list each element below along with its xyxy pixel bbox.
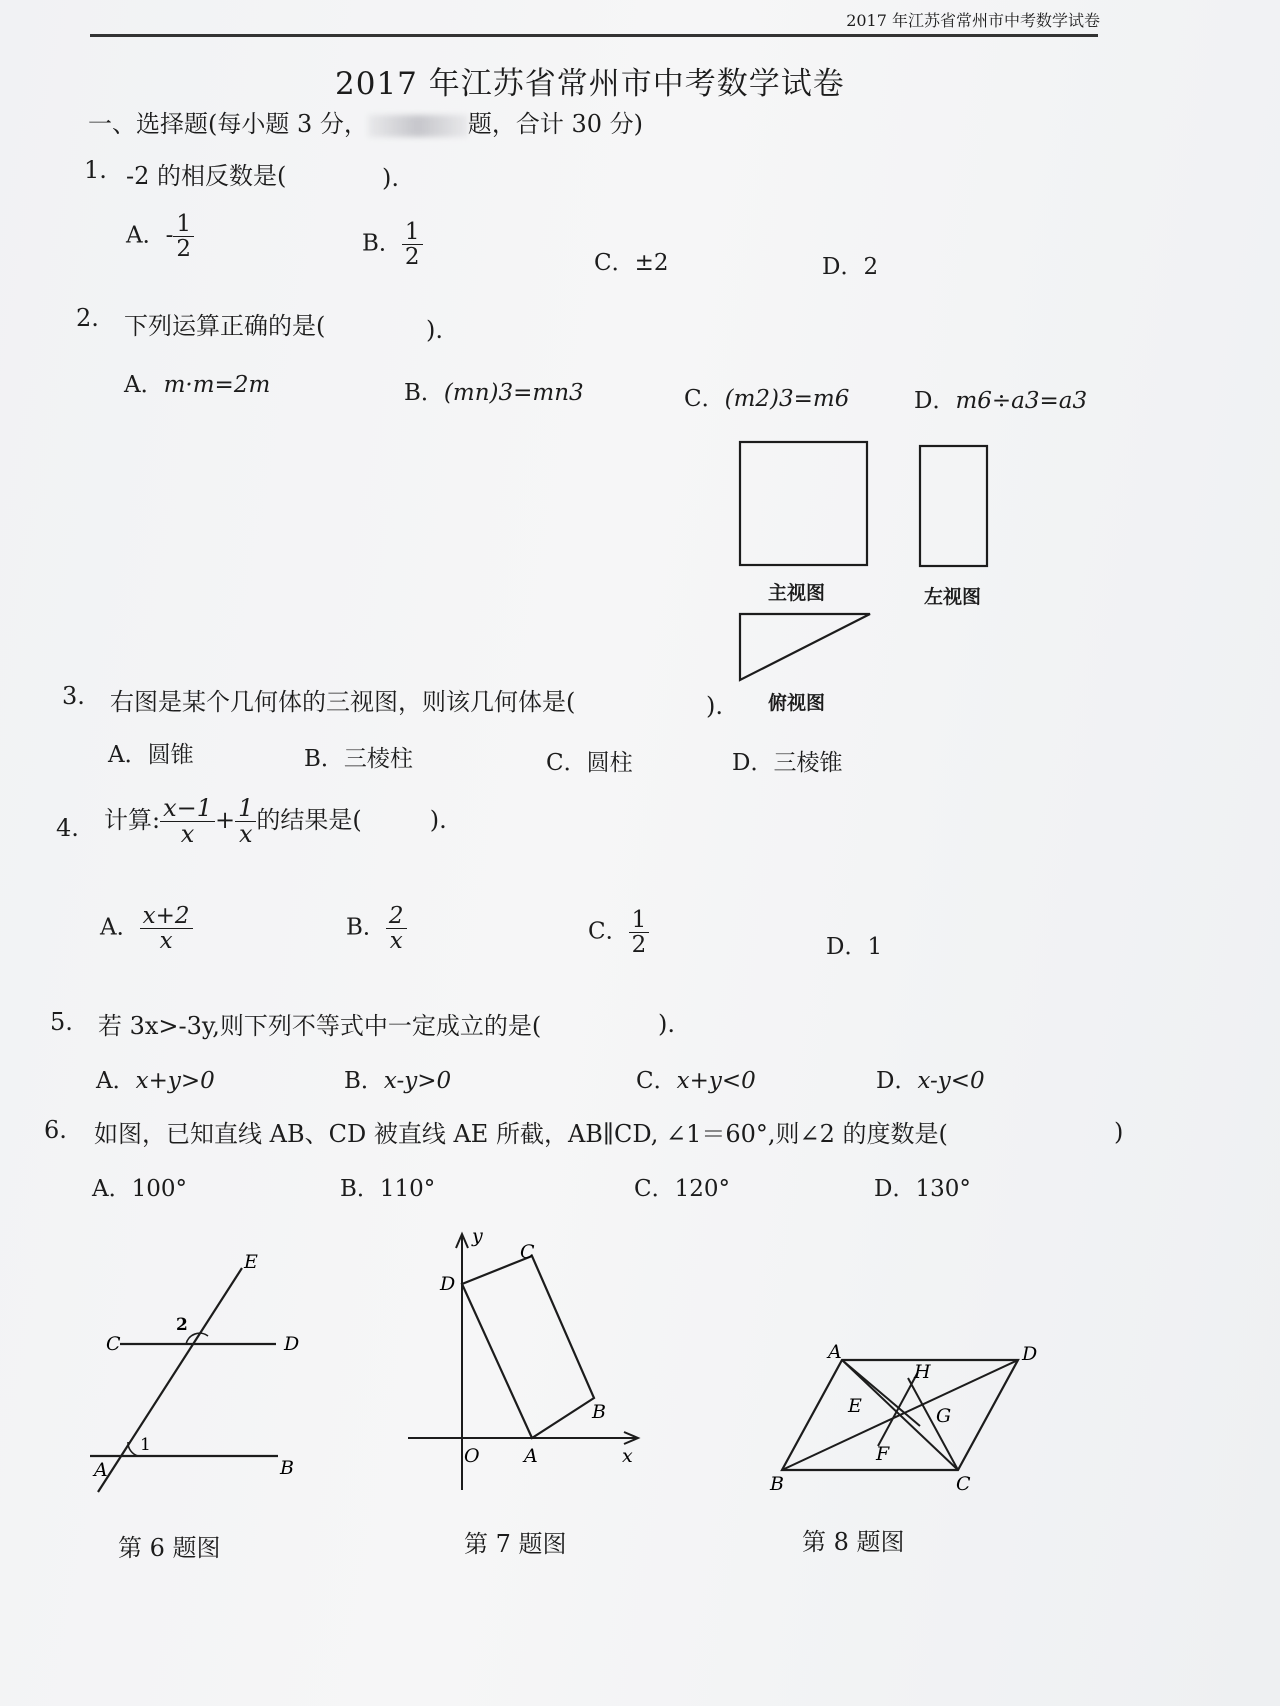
question-3-close: ). — [706, 692, 723, 720]
label-e: E — [244, 1251, 258, 1273]
header-rule — [90, 34, 1098, 37]
option-text: 2 — [863, 254, 879, 280]
option-label: C． — [588, 918, 629, 945]
question-3-stem: 右图是某个几何体的三视图，则该几何体是( — [110, 688, 576, 716]
label-d: D — [284, 1333, 300, 1355]
rectangle-abcd — [462, 1256, 594, 1438]
front-view-label: 主视图 — [768, 582, 826, 604]
question-4-stem — [104, 796, 447, 847]
option-text: x-y>0 — [383, 1068, 452, 1094]
option-text: 三棱锥 — [773, 750, 843, 776]
running-header: 2017 年江苏省常州市中考数学试卷 — [846, 11, 1100, 30]
question-1-number: 1. — [84, 156, 107, 184]
front-view-square — [740, 442, 867, 565]
question-4-number: 4. — [56, 814, 79, 842]
figure-8-caption: 第 8 题图 — [802, 1528, 905, 1556]
question-5-stem: 若 3x>-3y,则下列不等式中一定成立的是( — [98, 1012, 542, 1040]
question-2-close: ). — [426, 316, 443, 344]
denominator: x — [159, 928, 173, 955]
option-text: 100° — [131, 1176, 188, 1202]
option-text: 110° — [379, 1176, 436, 1202]
denominator: 2 — [404, 244, 420, 271]
line-ae — [98, 1268, 242, 1492]
figure-6-caption: 第 6 题图 — [118, 1534, 221, 1562]
q4-option-c[interactable] — [588, 908, 649, 957]
option-label: B． — [404, 380, 444, 406]
question-5-close: ). — [658, 1010, 675, 1038]
option-text: 1 — [867, 934, 883, 960]
fraction — [140, 904, 193, 953]
section-prefix: 一、选择题(每小题 3 分， — [88, 110, 368, 138]
denominator: x — [180, 820, 195, 849]
option-label: D． — [826, 934, 868, 960]
option-label: B． — [346, 914, 386, 941]
stem-suffix: 的结果是( — [256, 806, 362, 835]
option-label: B． — [340, 1176, 380, 1202]
label-a: A — [94, 1459, 108, 1481]
label-x: x — [622, 1445, 633, 1467]
option-label: D． — [914, 388, 956, 414]
blurred-region — [368, 115, 468, 137]
label-a: A — [828, 1341, 842, 1363]
label-o: O — [464, 1445, 480, 1467]
question-3-number: 3. — [62, 682, 85, 710]
option-label: A． — [126, 222, 166, 249]
q1-option-d[interactable] — [822, 248, 878, 281]
label-f: F — [876, 1443, 890, 1465]
question-4-close: ). — [429, 806, 447, 835]
numerator: x−1 — [160, 796, 215, 822]
denominator: 2 — [176, 236, 192, 263]
fraction-1 — [160, 796, 215, 847]
option-label: B． — [344, 1068, 384, 1094]
figure-8 — [760, 1330, 1060, 1500]
option-label: D． — [732, 750, 774, 776]
top-view-label: 俯视图 — [768, 692, 826, 714]
section-suffix: 题，合计 30 分) — [467, 110, 644, 138]
fraction — [173, 212, 194, 261]
option-label: C． — [594, 250, 635, 276]
option-label: D． — [876, 1068, 918, 1094]
option-text: ±2 — [634, 250, 669, 276]
q5-option-d[interactable] — [876, 1062, 985, 1095]
question-5-number: 5. — [50, 1008, 73, 1036]
option-text: 圆柱 — [586, 750, 633, 776]
denominator: 2 — [631, 932, 647, 959]
q3-option-d[interactable] — [732, 744, 842, 777]
option-text: x+y>0 — [135, 1068, 215, 1094]
option-text: 三棱柱 — [343, 746, 413, 772]
fraction — [629, 908, 650, 957]
numerator: 2 — [386, 904, 407, 929]
fraction — [402, 220, 423, 269]
question-2-number: 2. — [76, 304, 99, 332]
three-views-figure — [730, 430, 1000, 720]
option-text: 圆锥 — [147, 742, 194, 768]
option-text: x-y<0 — [917, 1068, 985, 1094]
label-1: 1 — [140, 1435, 151, 1455]
option-label: C． — [636, 1068, 677, 1094]
numerator: 1 — [235, 796, 256, 822]
question-6-stem: 如图，已知直线 AB、CD 被直线 AE 所截，AB∥CD, ∠1＝60°,则∠2 的度数是( — [94, 1120, 948, 1148]
q2-option-d[interactable] — [914, 382, 1087, 415]
q5-option-c[interactable] — [636, 1062, 756, 1095]
question-1-close: ). — [382, 164, 399, 192]
option-label: C． — [546, 750, 587, 776]
q6-option-a[interactable] — [92, 1170, 187, 1203]
label-b: B — [592, 1401, 606, 1423]
option-label: C． — [634, 1176, 675, 1202]
q5-option-a[interactable] — [96, 1062, 215, 1095]
denominator: x — [238, 820, 253, 849]
option-label: A． — [100, 914, 140, 941]
label-c: C — [520, 1241, 535, 1263]
figure-6 — [80, 1240, 330, 1500]
numerator: x+2 — [140, 904, 193, 929]
q3-option-a[interactable] — [108, 736, 194, 769]
section-heading — [88, 104, 643, 139]
option-label: A． — [92, 1176, 132, 1202]
label-b: B — [280, 1457, 294, 1479]
option-text: x+y<0 — [676, 1068, 756, 1094]
label-e: E — [848, 1395, 862, 1417]
stem-prefix: 计算: — [104, 806, 161, 835]
q4-option-d[interactable] — [826, 928, 882, 961]
q6-option-b[interactable] — [340, 1170, 435, 1203]
option-label: A． — [124, 372, 164, 398]
page-title: 2017 年江苏省常州市中考数学试卷 — [335, 66, 845, 102]
option-label: C． — [684, 386, 725, 412]
option-label: D． — [822, 254, 864, 280]
figure-7 — [400, 1222, 650, 1492]
question-6-close: ) — [1114, 1118, 1124, 1146]
q6-option-c[interactable] — [634, 1170, 730, 1203]
option-label: A． — [108, 742, 148, 768]
question-2-stem: 下列运算正确的是( — [124, 312, 326, 340]
option-text: 130° — [915, 1176, 971, 1202]
option-text: (m2)3=m6 — [724, 386, 850, 412]
q1-option-c[interactable] — [594, 244, 669, 277]
q6-option-d[interactable] — [874, 1170, 971, 1203]
option-label: B． — [304, 746, 344, 772]
q3-option-c[interactable] — [546, 744, 633, 777]
q2-option-b[interactable] — [404, 374, 584, 407]
numerator: 1 — [629, 908, 650, 933]
left-view-label: 左视图 — [924, 586, 982, 608]
q1-option-a[interactable] — [126, 212, 194, 261]
fraction-2 — [235, 796, 256, 847]
option-label: D． — [874, 1176, 916, 1202]
label-d: D — [440, 1273, 456, 1295]
option-label: B． — [362, 230, 402, 257]
fraction — [386, 904, 407, 953]
option-text: m6÷a3=a3 — [955, 388, 1088, 414]
top-view-triangle — [740, 614, 870, 680]
denominator: x — [389, 928, 403, 955]
plus-sign: + — [215, 806, 236, 835]
label-c: C — [106, 1333, 121, 1355]
label-g: G — [936, 1405, 952, 1427]
question-6-number: 6. — [44, 1116, 67, 1144]
label-y: y — [472, 1225, 483, 1247]
numerator: 1 — [402, 220, 423, 245]
label-b: B — [770, 1473, 784, 1495]
option-label: A． — [96, 1068, 136, 1094]
q3-option-b[interactable] — [304, 740, 413, 773]
label-a: A — [524, 1445, 538, 1467]
question-1-stem: -2 的相反数是( — [126, 162, 287, 190]
q4-option-b[interactable] — [346, 904, 407, 953]
label-2: 2 — [176, 1315, 188, 1335]
left-view-rectangle — [920, 446, 987, 566]
q5-option-b[interactable] — [344, 1062, 451, 1095]
figure-7-caption: 第 7 题图 — [464, 1530, 567, 1558]
label-d: D — [1022, 1343, 1038, 1365]
option-text: 120° — [674, 1176, 731, 1202]
q1-option-b[interactable] — [362, 220, 423, 269]
label-h: H — [914, 1361, 931, 1383]
q2-option-c[interactable] — [684, 380, 849, 413]
label-c: C — [956, 1473, 971, 1495]
minus-sign: - — [165, 222, 174, 249]
option-text: (mn)3=mn3 — [443, 380, 584, 406]
option-text: m·m=2m — [163, 372, 271, 398]
q4-option-a[interactable] — [100, 904, 193, 953]
q2-option-a[interactable] — [124, 366, 270, 399]
numerator: 1 — [173, 212, 194, 237]
